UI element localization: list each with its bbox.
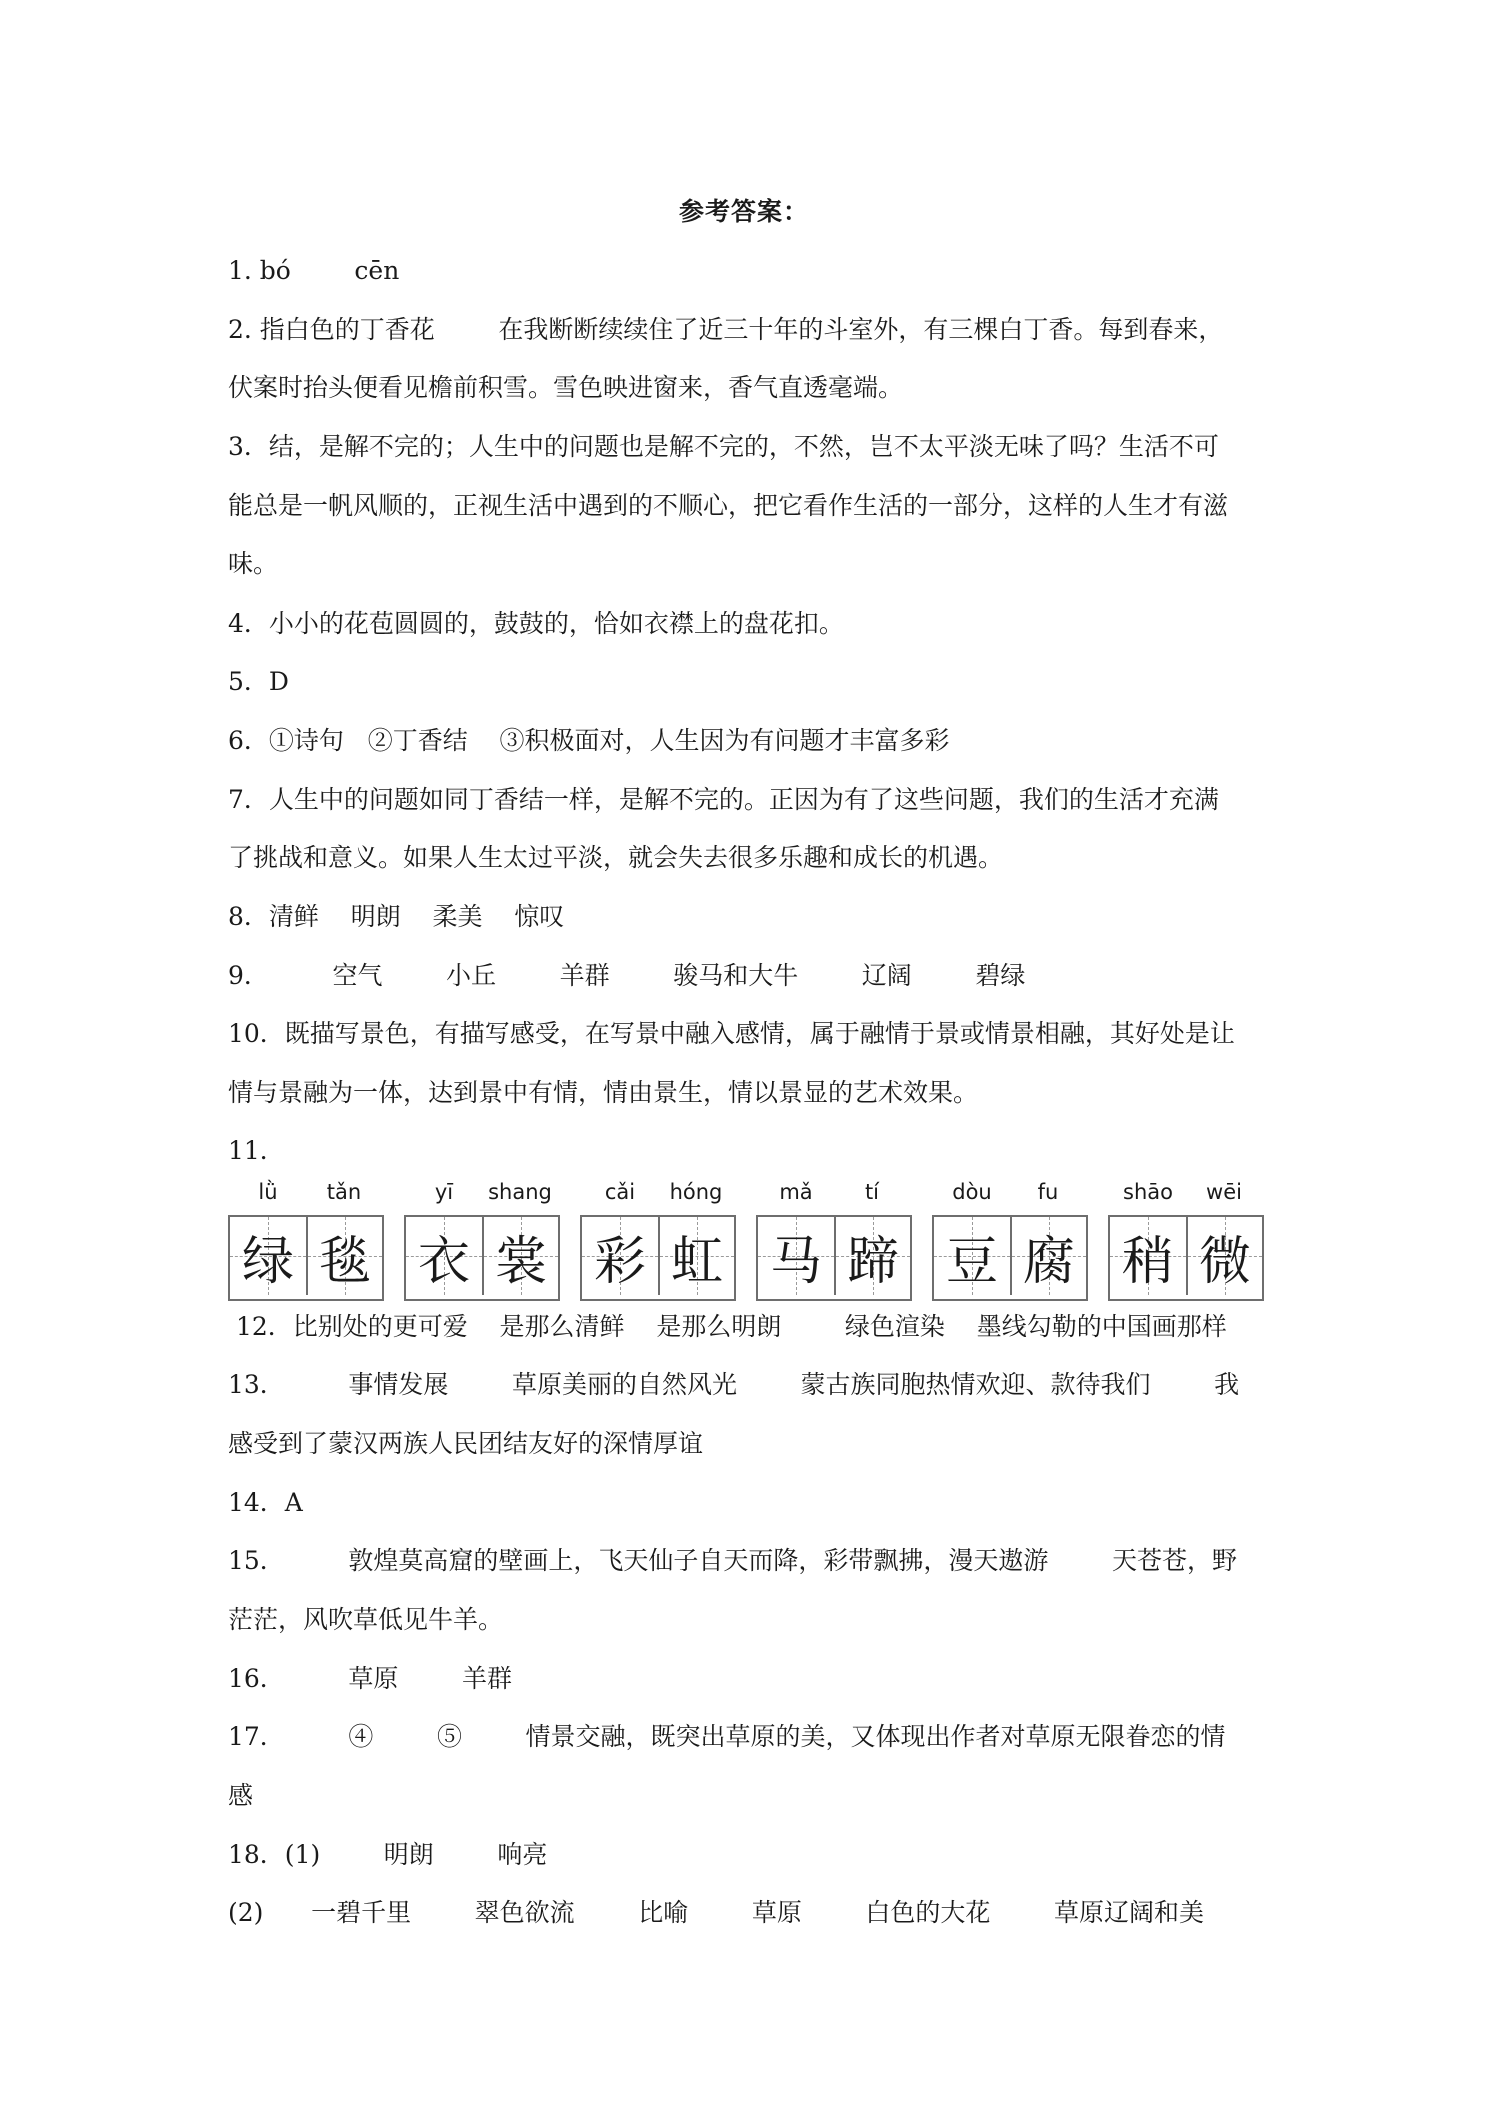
- writing-grid-cell: [582, 1217, 658, 1295]
- grid-character: 马: [769, 1231, 822, 1292]
- writing-grid-word-5: [932, 1215, 1088, 1301]
- answer-line-3c: 味。: [228, 549, 279, 578]
- writing-grid-word-4: [756, 1215, 912, 1301]
- writing-grid-cell: [306, 1217, 382, 1295]
- grid-character: 腐: [1022, 1231, 1075, 1292]
- writing-grid-cell: [1110, 1217, 1186, 1295]
- writing-grid-cell: [658, 1217, 734, 1295]
- answer-line-18: 18．(1) 明朗 响亮: [228, 1840, 548, 1869]
- answer-line-2: 2. 指白色的丁香花 在我断断续续住了近三十年的斗室外，有三棵白丁香。每到春来，: [228, 315, 1224, 344]
- pinyin-label: mǎ: [779, 1180, 813, 1204]
- writing-grid-cell: [230, 1217, 306, 1295]
- pinyin-label: hóng: [669, 1180, 723, 1204]
- writing-grid-cell: [1010, 1217, 1086, 1295]
- answer-line-15b: 茫茫，风吹草低见牛羊。: [228, 1605, 504, 1634]
- page-title: 参考答案：: [678, 197, 809, 226]
- answer-line-11: 11．: [228, 1136, 285, 1165]
- answer-line-14: 14．A: [228, 1488, 303, 1517]
- pinyin-label: dòu: [952, 1180, 992, 1204]
- writing-grid-word-6: [1108, 1215, 1264, 1301]
- pinyin-label: tí: [864, 1180, 880, 1204]
- writing-grid-cell: [406, 1217, 482, 1295]
- answer-line-5: 5．D: [228, 667, 289, 696]
- answer-line-12: 12．比别处的更可爱 是那么清鲜 是那么明朗 绿色渲染 墨线勾勒的中国画那样: [228, 1312, 1227, 1341]
- grid-character: 豆: [945, 1231, 998, 1292]
- grid-character: 裳: [494, 1231, 547, 1292]
- pinyin-label: tǎn: [326, 1180, 362, 1204]
- writing-grid-word-1: [228, 1215, 384, 1301]
- writing-grid-cell: [758, 1217, 834, 1295]
- answer-line-10b: 情与景融为一体，达到景中有情，情由景生，情以景显的艺术效果。: [228, 1078, 979, 1107]
- grid-character: 稍: [1121, 1231, 1174, 1292]
- answer-line-7b: 了挑战和意义。如果人生太过平淡，就会失去很多乐趣和成长的机遇。: [228, 843, 1004, 872]
- answer-line-8: 8．清鲜 明朗 柔美 惊叹: [228, 902, 565, 931]
- grid-character: 衣: [417, 1231, 470, 1292]
- grid-character: 蹄: [846, 1231, 899, 1292]
- answer-line-17b: 感: [228, 1781, 254, 1810]
- answer-line-15: 15． 敦煌莫高窟的壁画上，飞天仙子自天而降，彩带飘拂，漫天遨游 天苍苍，野: [228, 1546, 1237, 1575]
- pinyin-label: cǎi: [604, 1180, 636, 1204]
- answer-line-3b: 能总是一帆风顺的，正视生活中遇到的不顺心，把它看作生活的一部分，这样的人生才有滋: [228, 491, 1229, 520]
- pinyin-label: shang: [488, 1180, 552, 1204]
- grid-character: 毯: [318, 1231, 371, 1292]
- pinyin-label: shāo: [1123, 1180, 1173, 1204]
- answer-line-13: 13． 事情发展 草原美丽的自然风光 蒙古族同胞热情欢迎、款待我们 我: [228, 1370, 1240, 1399]
- answer-line-2b: 伏案时抬头便看见檐前积雪。雪色映进窗来，香气直透毫端。: [228, 373, 904, 402]
- answer-line-7: 7．人生中的问题如同丁香结一样，是解不完的。正因为有了这些问题，我们的生活才充满: [228, 785, 1219, 814]
- writing-grid-word-3: [580, 1215, 736, 1301]
- answer-line-9: 9． 空气 小丘 羊群 骏马和大牛 辽阔 碧绿: [228, 961, 1026, 990]
- pinyin-label: wēi: [1206, 1180, 1242, 1204]
- grid-character: 微: [1198, 1231, 1251, 1292]
- grid-character: 绿: [241, 1231, 294, 1292]
- grid-character: 彩: [593, 1231, 646, 1292]
- answer-line-4: 4．小小的花苞圆圆的，鼓鼓的，恰如衣襟上的盘花扣。: [228, 609, 844, 638]
- answer-line-17: 17． ④ ⑤ 情景交融，既突出草原的美，又体现出作者对草原无限眷恋的情: [228, 1722, 1226, 1751]
- answer-line-1: 1. bó cēn: [228, 256, 400, 285]
- writing-grid-cell: [934, 1217, 1010, 1295]
- writing-grid-cell: [834, 1217, 910, 1295]
- writing-grid-cell: [482, 1217, 558, 1295]
- answer-line-18b: (2) 一碧千里 翠色欲流 比喻 草原 白色的大花 草原辽阔和美: [228, 1898, 1204, 1927]
- grid-character: 虹: [670, 1231, 723, 1292]
- answer-line-16: 16． 草原 羊群: [228, 1664, 512, 1693]
- writing-grid-cell: [1186, 1217, 1262, 1295]
- answer-line-10: 10．既描写景色，有描写感受，在写景中融入感情，属于融情于景或情景相融，其好处是让: [228, 1019, 1235, 1048]
- writing-grid-word-2: [404, 1215, 560, 1301]
- answer-line-6: 6．①诗句 ②丁香结 ③积极面对，人生因为有问题才丰富多彩: [228, 726, 950, 755]
- pinyin-label: fu: [1037, 1180, 1059, 1204]
- pinyin-label: lǜ: [258, 1180, 278, 1204]
- pinyin-label: yī: [434, 1180, 454, 1204]
- answer-line-13b: 感受到了蒙汉两族人民团结友好的深情厚谊: [228, 1429, 704, 1458]
- answer-line-3: 3．结，是解不完的；人生中的问题也是解不完的，不然，岂不太平淡无味了吗？生活不可: [228, 432, 1219, 461]
